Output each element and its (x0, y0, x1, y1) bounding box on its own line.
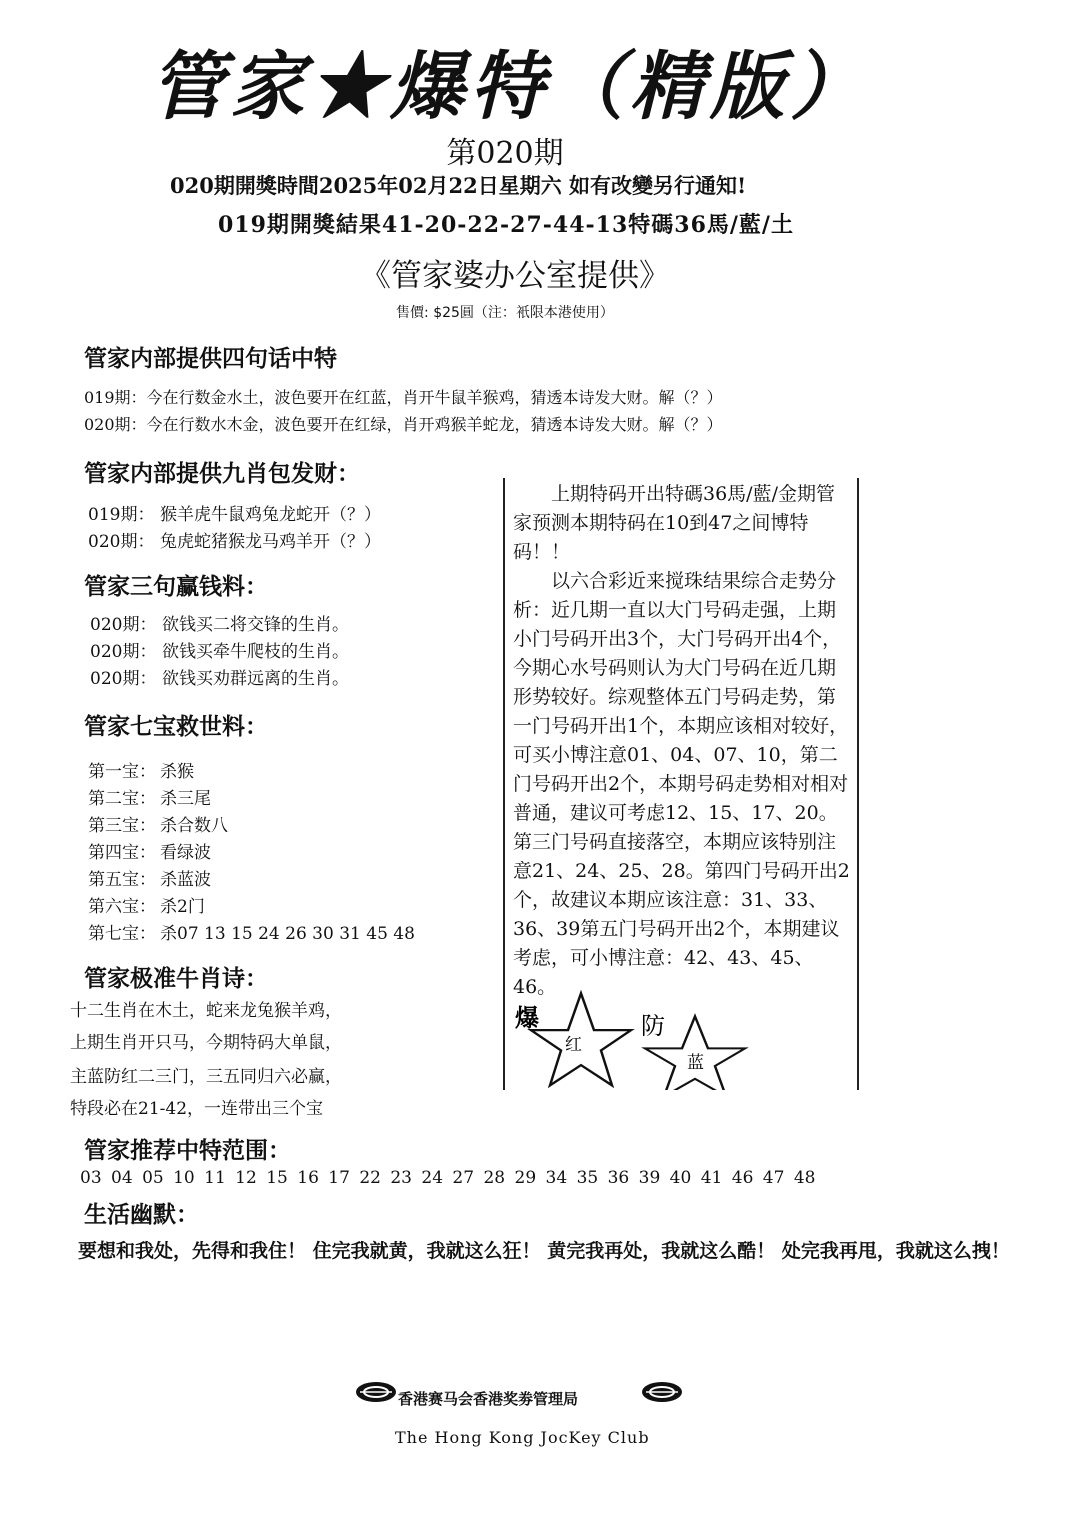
row-label: 第六宝： (88, 897, 156, 917)
last-result: 019期開獎結果41-20-22-27-44-13特碼36馬/藍/土 (218, 212, 794, 238)
treasure-row (88, 865, 211, 890)
treasure-row (88, 784, 211, 809)
row-text: 欲钱买劝群远离的生肖。 (162, 669, 349, 689)
analysis-paragraph: 上期特码开出特碼36馬/藍/金期管家预测本期特码在10到47之间博特码！！ (513, 483, 835, 563)
star-label-inside: 红 (565, 1035, 582, 1055)
recommend-heading: 管家推荐中特范围： (84, 1138, 291, 1164)
star-label-inside: 蓝 (687, 1053, 704, 1073)
footer-org: 香港赛马会香港奖劵管理局 (398, 1390, 579, 1408)
row-label: 第二宝： (88, 789, 156, 809)
row-label: 第七宝： (88, 924, 156, 944)
poem-line: 上期生肖开只马，今期特码大单鼠， (70, 1033, 342, 1053)
four-lines-line: 019期：今在行数金水土，波色要开在红蓝，肖开牛鼠羊猴鸡，猜透本诗发大财。解（？） (84, 388, 723, 407)
footer-english: The Hong Kong JocKey Club (395, 1428, 650, 1447)
recommend-numbers: 03 04 05 10 11 12 15 16 17 22 23 24 27 28 29 34 35 36 39 40 41 46 47 48 (80, 1168, 816, 1188)
four-lines-heading: 管家内部提供四句话中特 (84, 346, 337, 372)
row-text: 看绿波 (160, 843, 211, 863)
row-text: 杀07 13 15 24 26 30 31 45 48 (160, 924, 415, 944)
row-label: 第一宝： (88, 762, 156, 782)
seven-treasures-heading: 管家七宝救世料： (84, 714, 268, 740)
row-label: 020期： (88, 532, 155, 552)
row-text: 杀三尾 (160, 789, 211, 809)
humor-heading: 生活幽默： (84, 1202, 199, 1228)
three-lines-row (90, 637, 349, 662)
three-lines-row (90, 610, 349, 635)
treasure-row (88, 892, 205, 917)
row-text: 兔虎蛇猪猴龙马鸡羊开（？） (160, 532, 381, 552)
row-text: 猴羊虎牛鼠鸡兔龙蛇开（？） (160, 505, 381, 525)
star-label-outside: 爆 (515, 1003, 539, 1032)
row-label: 第四宝： (88, 843, 156, 863)
row-label: 019期： (88, 505, 155, 525)
row-label: 020期： (90, 669, 157, 689)
row-label: 第三宝： (88, 816, 156, 836)
jockey-club-logo-icon (354, 1380, 398, 1404)
provider: 《管家婆办公室提供》 (360, 258, 670, 294)
row-text: 欲钱买牵牛爬枝的生肖。 (162, 642, 349, 662)
stars-graphic (505, 990, 855, 1090)
page-title: 管家★爆特（精版） (150, 44, 870, 130)
row-label: 020期： (90, 642, 157, 662)
analysis-text (513, 480, 853, 1002)
issue-number: 第020期 (446, 136, 564, 171)
jockey-club-logo-icon (640, 1380, 684, 1404)
three-lines-row (90, 664, 349, 689)
star-label-outside: 防 (641, 1012, 665, 1040)
row-text: 杀猴 (160, 762, 194, 782)
row-text: 杀蓝波 (160, 870, 211, 890)
three-lines-heading: 管家三句赢钱料： (84, 574, 268, 600)
nine-zodiac-row (88, 500, 381, 525)
analysis-paragraph: 以六合彩近来搅珠结果综合走势分析：近几期一直以大门号码走强，上期小门号码开出3个，大门号码开出4个，今期心水号码则认为大门号码在近几期形势较好。综观整体五门号码走势，第一门号码开出1个，本期应该相对较好，可买小博注意01、04、07、10，第二门号码开出2个，本期号码走势相对相对普通，建议可考虑12、15、17、20。第三门号码直接落空，本期应该特别注意21、24、25、28。第四门号码开出2个，故建议本期应该注意：31、33、36、39第五门号码开出2个，本期建议考虑，可小博注意：42、43、45、46。 (513, 570, 850, 998)
row-label: 020期： (90, 615, 157, 635)
humor-text: 要想和我处，先得和我住！ 住完我就黄，我就这么狂！ 黄完我再处，我就这么酷！ 处完我再甩，我就这么拽！ (78, 1240, 1010, 1262)
treasure-row (88, 757, 194, 782)
row-text: 欲钱买二将交锋的生肖。 (162, 615, 349, 635)
draw-time: 020期開獎時間2025年02月22日星期六 如有改變另行通知! (170, 173, 747, 198)
poem-heading: 管家极准牛肖诗： (84, 966, 268, 992)
nine-zodiac-heading: 管家内部提供九肖包发财： (84, 461, 360, 487)
nine-zodiac-row (88, 527, 381, 552)
four-lines-line: 020期：今在行数水木金，波色要开在红绿，肖开鸡猴羊蛇龙，猜透本诗发大财。解（？） (84, 415, 723, 434)
row-text: 杀2门 (160, 897, 205, 917)
treasure-row (88, 919, 415, 944)
poem-line: 十二生肖在木土，蛇来龙兔猴羊鸡， (70, 1001, 342, 1021)
treasure-row (88, 811, 228, 836)
row-label: 第五宝： (88, 870, 156, 890)
poem-line: 特段必在21-42，一连带出三个宝 (70, 1099, 324, 1119)
price: 售價: $25圓（注：衹限本港使用） (396, 305, 614, 321)
poem-line: 主蓝防红二三门，三五同归六必赢， (70, 1067, 342, 1087)
treasure-row (88, 838, 211, 863)
row-text: 杀合数八 (160, 816, 228, 836)
analysis-panel (503, 478, 859, 1090)
